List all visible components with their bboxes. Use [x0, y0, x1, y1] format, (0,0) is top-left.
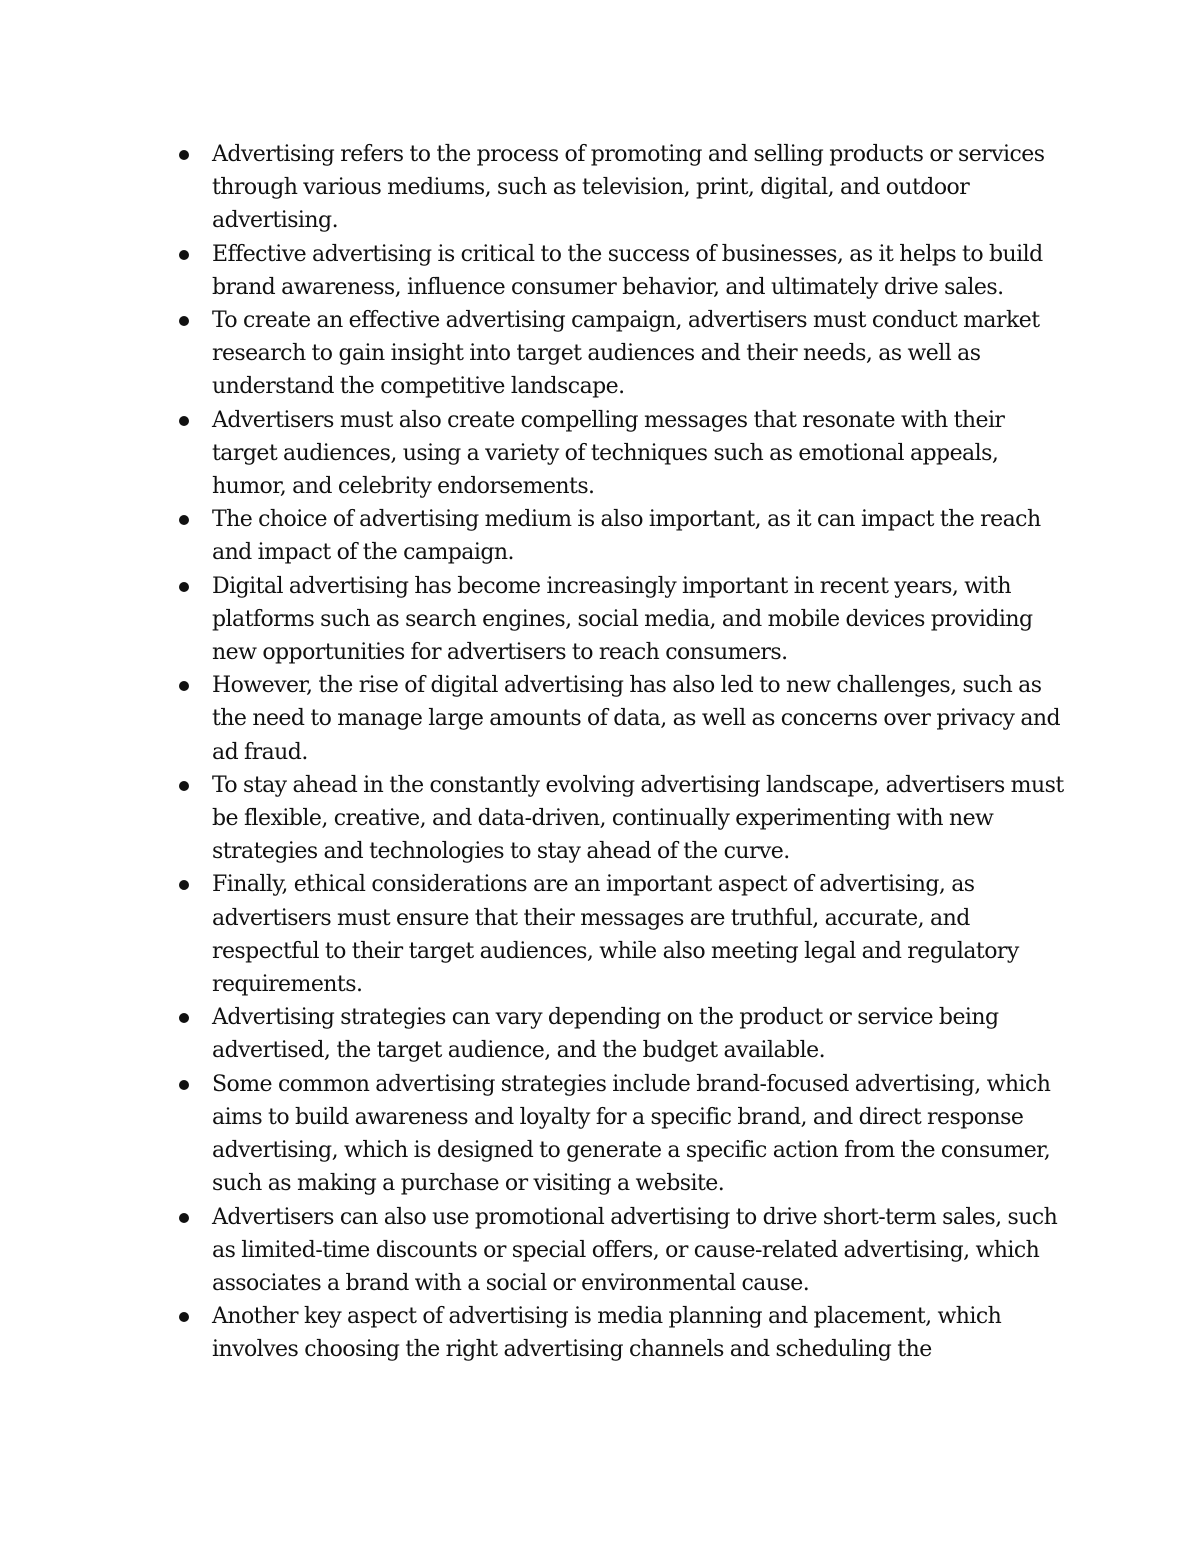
list-item — [176, 868, 1066, 1001]
list-item-text: Some common advertising strategies include brand-focused advertising, which aims to build awareness and loyalty for a specific brand, and direct response advertising, which is designed to generate a specific action from the consumer, such as making a purchase or visiting a website. — [212, 1071, 1051, 1197]
list-item — [176, 1201, 1066, 1301]
list-item-text: Effective advertising is critical to the success of businesses, as it helps to build brand awareness, influence consumer behavior, and ultimately drive sales. — [212, 241, 1043, 300]
bullet-icon — [179, 681, 189, 691]
list-item — [176, 570, 1066, 670]
list-item-text: To stay ahead in the constantly evolving advertising landscape, advertisers must be flexible, creative, and data-driven, continually experimenting with new strategies and technologies to stay ahead of the curve. — [212, 772, 1064, 865]
bullet-icon — [179, 250, 189, 260]
list-item-text: Advertisers can also use promotional advertising to drive short-term sales, such as limited-time discounts or special offers, or cause-related advertising, which associates a brand with a social or environmental cause. — [212, 1204, 1058, 1296]
bullet-icon — [179, 1213, 189, 1223]
list-item-text: Advertising refers to the process of promoting and selling products or services through various mediums, such as television, print, digital, and outdoor advertising. — [212, 142, 1045, 234]
bullet-icon — [179, 416, 189, 426]
list-item-text: To create an effective advertising campaign, advertisers must conduct market research to gain insight into target audiences and their needs, as well as understand the competitive landscape. — [212, 308, 1040, 400]
list-item-text: The choice of advertising medium is also important, as it can impact the reach and impact of the campaign. — [212, 507, 1041, 566]
list-item — [176, 669, 1066, 769]
list-item-text: Advertising strategies can vary depending on the product or service being advertised, the target audience, and the budget available. — [212, 1005, 999, 1064]
list-item-text: Finally, ethical considerations are an important aspect of advertising, as advertisers must ensure that their messages are truthful, accurate, and respectful to their target audiences, while also meeting legal and regulatory requirements. — [212, 872, 1019, 998]
bullet-icon — [179, 781, 189, 791]
list-item-text: Another key aspect of advertising is media planning and placement, which involves choosing the right advertising channels and scheduling the — [212, 1304, 1002, 1363]
bullet-icon — [179, 515, 189, 525]
bullet-icon — [179, 880, 189, 890]
list-item-text: However, the rise of digital advertising has also led to new challenges, such as the need to manage large amounts of data, as well as concerns over privacy and ad fraud. — [212, 673, 1061, 765]
list-item — [176, 138, 1066, 238]
bullet-list — [176, 138, 1066, 1367]
bullet-icon — [179, 150, 189, 160]
list-item — [176, 238, 1066, 304]
bullet-icon — [179, 1080, 189, 1090]
list-item — [176, 404, 1066, 504]
list-item — [176, 503, 1066, 569]
bullet-icon — [179, 316, 189, 326]
list-item — [176, 1068, 1066, 1201]
bullet-icon — [179, 1013, 189, 1023]
list-item-text: Digital advertising has become increasingly important in recent years, with platforms such as search engines, social media, and mobile devices providing new opportunities for advertisers to reach consumers. — [212, 573, 1033, 666]
list-item — [176, 769, 1066, 869]
bullet-icon — [179, 582, 189, 592]
list-item — [176, 1001, 1066, 1067]
list-item-text: Advertisers must also create compelling messages that resonate with their target audiences, using a variety of techniques such as emotional appeals, humor, and celebrity endorsements. — [212, 407, 1005, 500]
list-item — [176, 304, 1066, 404]
list-item — [176, 1300, 1066, 1366]
bullet-icon — [179, 1312, 189, 1322]
